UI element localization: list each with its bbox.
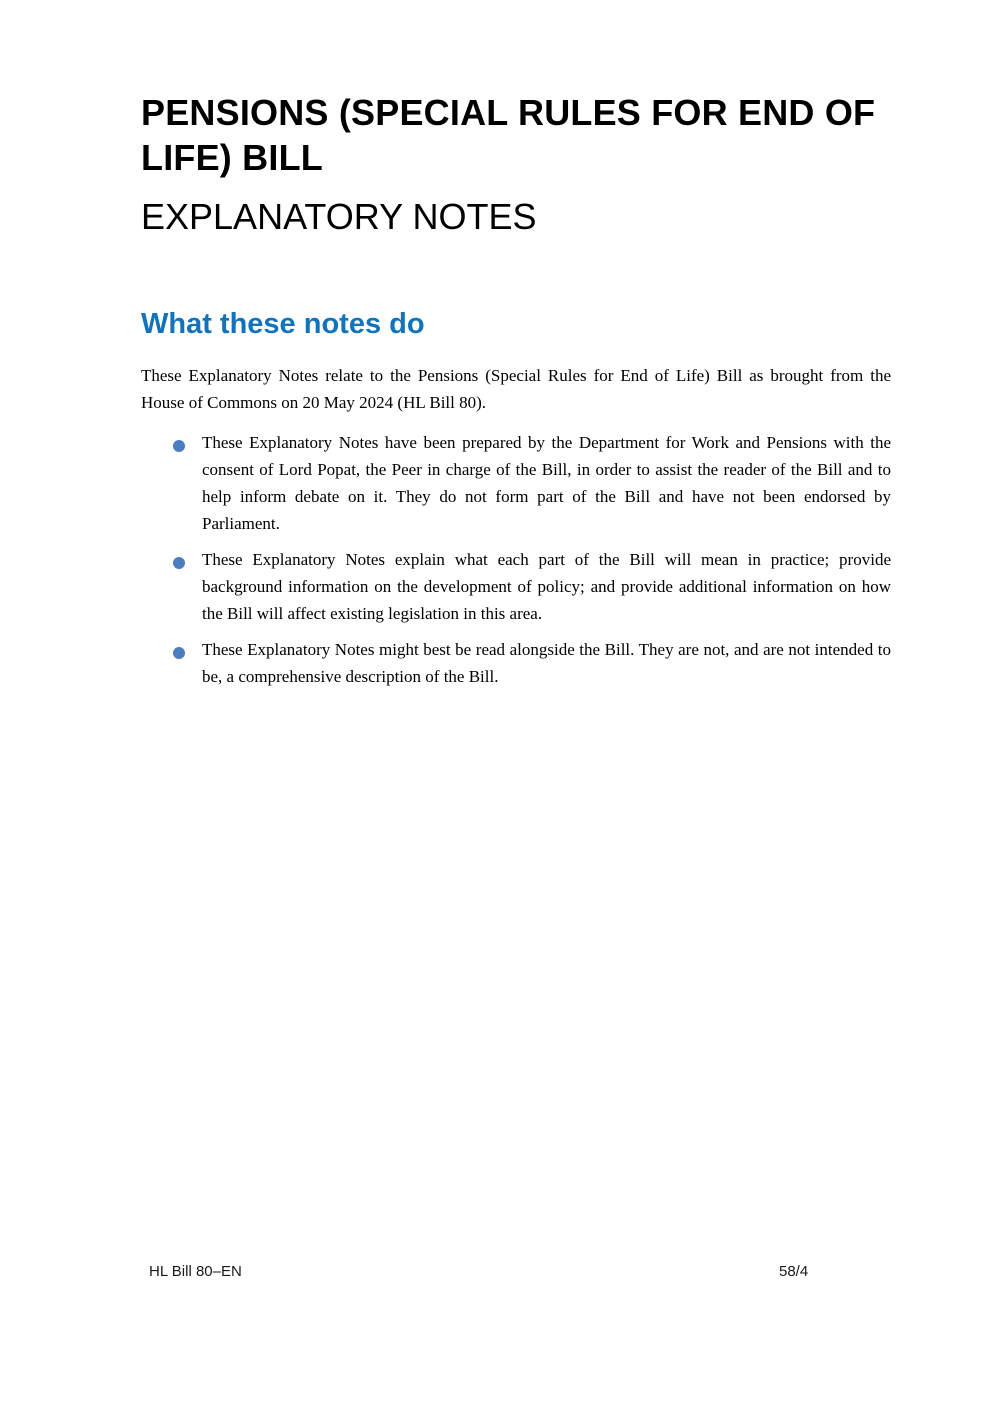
bullet-icon — [173, 557, 185, 569]
page-footer — [0, 1262, 991, 1282]
bill-title: PENSIONS (SPECIAL RULES FOR END OF LIFE) BILL — [141, 92, 876, 178]
document-content — [0, 0, 991, 690]
footer-serial-number: 58/4 — [779, 1263, 809, 1280]
footer-bill-reference: HL Bill 80–EN — [149, 1263, 242, 1280]
intro-paragraph: These Explanatory Notes relate to the Pensions (Special Rules for End of Life) Bill as brought from the House of Commons on 20 May 2024 (HL Bill 80). — [141, 366, 891, 412]
explanatory-notes-subtitle: EXPLANATORY NOTES — [141, 196, 537, 237]
bullet-text: These Explanatory Notes might best be read alongside the Bill. They are not, and are not intended to be, a comprehensive description of the Bill. — [202, 640, 891, 686]
bullet-icon — [173, 440, 185, 452]
bullet-text: These Explanatory Notes explain what each part of the Bill will mean in practice; provide background information on the development of policy; and provide additional information on how the Bill will affect existing legislation in this area. — [202, 550, 891, 623]
bullet-list — [141, 429, 891, 690]
section-heading-what-these-notes-do: What these notes do — [141, 308, 425, 340]
bullet-item — [141, 546, 891, 627]
bullet-icon — [173, 647, 185, 659]
bullet-item — [141, 429, 891, 537]
bullet-item — [141, 636, 891, 690]
bullet-text: These Explanatory Notes have been prepared by the Department for Work and Pensions with the consent of Lord Popat, the Peer in charge of the Bill, in order to assist the reader of the Bill and to help inform debate on it. They do not form part of the Bill and have not been endorsed by Parliament. — [202, 433, 891, 533]
